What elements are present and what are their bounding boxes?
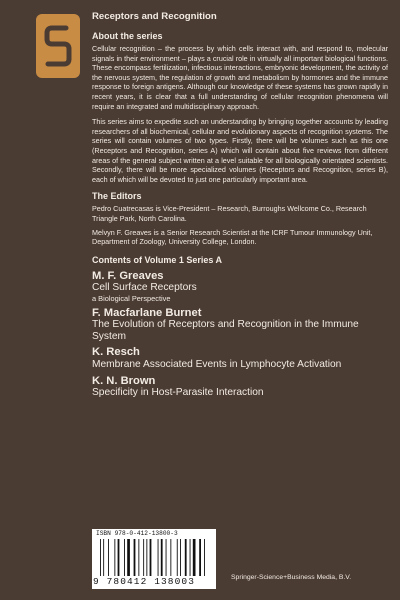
entry-title: Cell Surface Receptors (92, 282, 197, 294)
entry-author: F. Macfarlane Burnet (92, 306, 202, 319)
editor-bio-1: Pedro Cuatrecasas is Vice-President – Research, Burroughs Wellcome Co., Research Triangle Park, North Carolina. (92, 204, 367, 223)
isbn-label: ISBN 978-0-412-13800-3 (96, 530, 178, 537)
about-paragraph-2: This series aims to expedite such an understanding by bringing together accounts by leading researchers of all biochemical, cellular and evolutionary aspects of recognition systems. The series will contain volumes of two types. Firstly, there will be volumes such as this one (Receptors and Recognition, series A) which will contain about five reviews from different areas of the general subject written at a level suitable for all biologically orientated scientists. Secondly, there will be more specialized volumes (Receptors and Recognition, series B), each of which will be devoted to just one particularly important area. (92, 117, 388, 184)
publisher-name: Springer-Science+Business Media, B.V. (231, 574, 352, 581)
entry-author: M. F. Greaves (92, 269, 164, 282)
about-paragraph-1: Cellular recognition – the process by which cells interact with, and respond to, molecular signals in their environment – plays a crucial role in virtually all important biological functions. These encompass fertilization, infectious interactions, embryonic development, the activity of the nervous system, the regulation of growth and metabolism by hormones and the immune response to foreign antigens. Although our knowledge of these systems has grown rapidly in recent years, it is clear that a full understanding of cellular recognition phenomena will require an integrated and multidisciplinary approach. (92, 44, 388, 111)
contents-entry (92, 375, 388, 399)
isbn-barcode (92, 529, 216, 589)
entry-author: K. Resch (92, 346, 140, 359)
series-logo (36, 14, 80, 78)
entry-author: K. N. Brown (92, 374, 156, 387)
editor-bio-2: Melvyn F. Greaves is a Senior Research Scientist at the ICRF Tumour Immunology Unit, Department of Zoology, University College, London. (92, 227, 373, 247)
contents-entry (92, 307, 388, 343)
contents-entry (92, 346, 388, 370)
back-cover-text (92, 11, 388, 399)
ean-number: 9 780412 138003 (93, 576, 196, 587)
contents-entry (92, 270, 388, 303)
barcode-bars (100, 539, 210, 576)
series-logo-mark (36, 14, 80, 78)
editors-heading: The Editors (92, 191, 142, 202)
entry-title: Specificity in Host-Parasite Interaction (92, 387, 264, 399)
contents-heading: Contents of Volume 1 Series A (92, 254, 223, 265)
series-title: Receptors and Recognition (92, 11, 217, 22)
entry-title: Membrane Associated Events in Lymphocyte Activation (92, 358, 342, 370)
about-heading: About the series (92, 31, 163, 41)
entry-subtitle: a Biological Perspective (92, 293, 171, 303)
entry-title: The Evolution of Receptors and Recognition in the Immune System (92, 319, 359, 342)
